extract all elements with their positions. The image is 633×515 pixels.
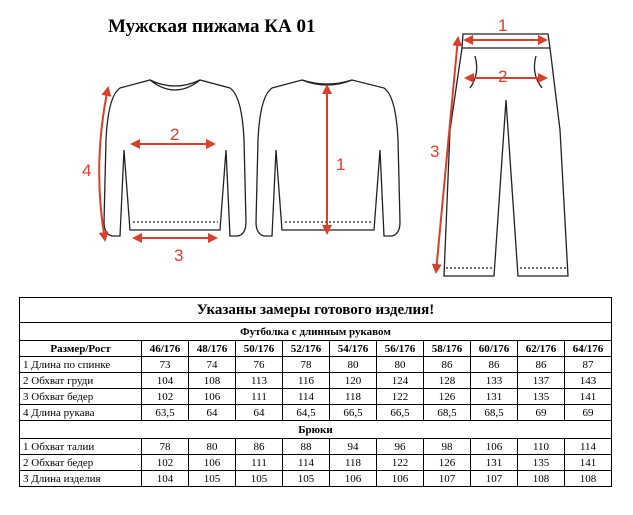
value-cell: 68,5 (424, 405, 471, 421)
size-header-cell: 48/176 (189, 341, 236, 357)
size-header-cell: 60/176 (471, 341, 518, 357)
value-cell: 141 (565, 455, 612, 471)
shirt-front-drawing (104, 80, 246, 236)
row-label: 4 Длина рукава (20, 405, 142, 421)
size-header-cell: 64/176 (565, 341, 612, 357)
row-label: 2 Обхват груди (20, 373, 142, 389)
pants-length-measure-number: 3 (430, 142, 440, 161)
value-cell: 113 (236, 373, 283, 389)
value-cell: 102 (142, 389, 189, 405)
value-cell: 114 (283, 455, 330, 471)
page-title: Мужская пижама КА 01 (108, 16, 316, 37)
value-cell: 86 (518, 357, 565, 373)
back-length-measure-number: 1 (336, 155, 346, 174)
shirt-section-title: Футболка с длинным рукавом (20, 323, 612, 341)
size-header-cell: 46/176 (142, 341, 189, 357)
value-cell: 135 (518, 455, 565, 471)
table-heading: Указаны замеры готового изделия! (20, 298, 612, 323)
value-cell: 141 (565, 389, 612, 405)
sleeve-measure-number: 4 (82, 161, 92, 180)
value-cell: 78 (142, 439, 189, 455)
waist-measure-number: 1 (498, 16, 508, 35)
size-header-cell: 58/176 (424, 341, 471, 357)
value-cell: 80 (189, 439, 236, 455)
value-cell: 106 (189, 389, 236, 405)
row-label: 1 Длина по спинке (20, 357, 142, 373)
value-cell: 102 (142, 455, 189, 471)
value-cell: 98 (424, 439, 471, 455)
value-cell: 111 (236, 389, 283, 405)
value-cell: 76 (236, 357, 283, 373)
value-cell: 88 (283, 439, 330, 455)
value-cell: 137 (518, 373, 565, 389)
value-cell: 116 (283, 373, 330, 389)
table-row (20, 455, 612, 471)
value-cell: 80 (330, 357, 377, 373)
value-cell: 131 (471, 389, 518, 405)
value-cell: 66,5 (330, 405, 377, 421)
value-cell: 68,5 (471, 405, 518, 421)
table-row (20, 405, 612, 421)
value-cell: 131 (471, 455, 518, 471)
value-cell: 126 (424, 389, 471, 405)
value-cell: 86 (471, 357, 518, 373)
value-cell: 126 (424, 455, 471, 471)
value-cell: 107 (424, 471, 471, 487)
chest-measure-number: 2 (170, 125, 180, 144)
size-header-row (20, 341, 612, 357)
value-cell: 64 (236, 405, 283, 421)
table-row (20, 357, 612, 373)
value-cell: 106 (377, 471, 424, 487)
value-cell: 135 (518, 389, 565, 405)
value-cell: 118 (330, 455, 377, 471)
value-cell: 120 (330, 373, 377, 389)
value-cell: 86 (424, 357, 471, 373)
size-header-cell: 62/176 (518, 341, 565, 357)
value-cell: 64 (189, 405, 236, 421)
value-cell: 69 (518, 405, 565, 421)
value-cell: 105 (283, 471, 330, 487)
value-cell: 114 (565, 439, 612, 455)
table-row (20, 471, 612, 487)
row-label: 3 Длина изделия (20, 471, 142, 487)
value-cell: 106 (471, 439, 518, 455)
size-header-label: Размер/Рост (20, 341, 142, 357)
size-header-cell: 54/176 (330, 341, 377, 357)
size-header-cell: 52/176 (283, 341, 330, 357)
value-cell: 94 (330, 439, 377, 455)
hip-measure-number: 2 (498, 67, 508, 86)
value-cell: 110 (518, 439, 565, 455)
value-cell: 143 (565, 373, 612, 389)
size-header-cell: 56/176 (377, 341, 424, 357)
value-cell: 64,5 (283, 405, 330, 421)
row-label: 3 Обхват бедер (20, 389, 142, 405)
value-cell: 104 (142, 471, 189, 487)
value-cell: 133 (471, 373, 518, 389)
value-cell: 106 (330, 471, 377, 487)
value-cell: 73 (142, 357, 189, 373)
value-cell: 63,5 (142, 405, 189, 421)
value-cell: 122 (377, 455, 424, 471)
pants-section-title: Брюки (20, 421, 612, 439)
table-row (20, 389, 612, 405)
value-cell: 128 (424, 373, 471, 389)
row-label: 2 Обхват бедер (20, 455, 142, 471)
value-cell: 69 (565, 405, 612, 421)
value-cell: 74 (189, 357, 236, 373)
table-row (20, 439, 612, 455)
value-cell: 78 (283, 357, 330, 373)
value-cell: 111 (236, 455, 283, 471)
value-cell: 108 (189, 373, 236, 389)
value-cell: 124 (377, 373, 424, 389)
value-cell: 87 (565, 357, 612, 373)
value-cell: 105 (189, 471, 236, 487)
value-cell: 108 (565, 471, 612, 487)
size-header-cell: 50/176 (236, 341, 283, 357)
value-cell: 106 (189, 455, 236, 471)
value-cell: 105 (236, 471, 283, 487)
size-chart-table (19, 297, 612, 487)
hem-measure-number: 3 (174, 246, 184, 265)
row-label: 1 Обхват талии (20, 439, 142, 455)
value-cell: 107 (471, 471, 518, 487)
value-cell: 108 (518, 471, 565, 487)
value-cell: 118 (330, 389, 377, 405)
value-cell: 122 (377, 389, 424, 405)
table-row (20, 373, 612, 389)
value-cell: 104 (142, 373, 189, 389)
value-cell: 80 (377, 357, 424, 373)
value-cell: 66,5 (377, 405, 424, 421)
value-cell: 114 (283, 389, 330, 405)
value-cell: 96 (377, 439, 424, 455)
value-cell: 86 (236, 439, 283, 455)
